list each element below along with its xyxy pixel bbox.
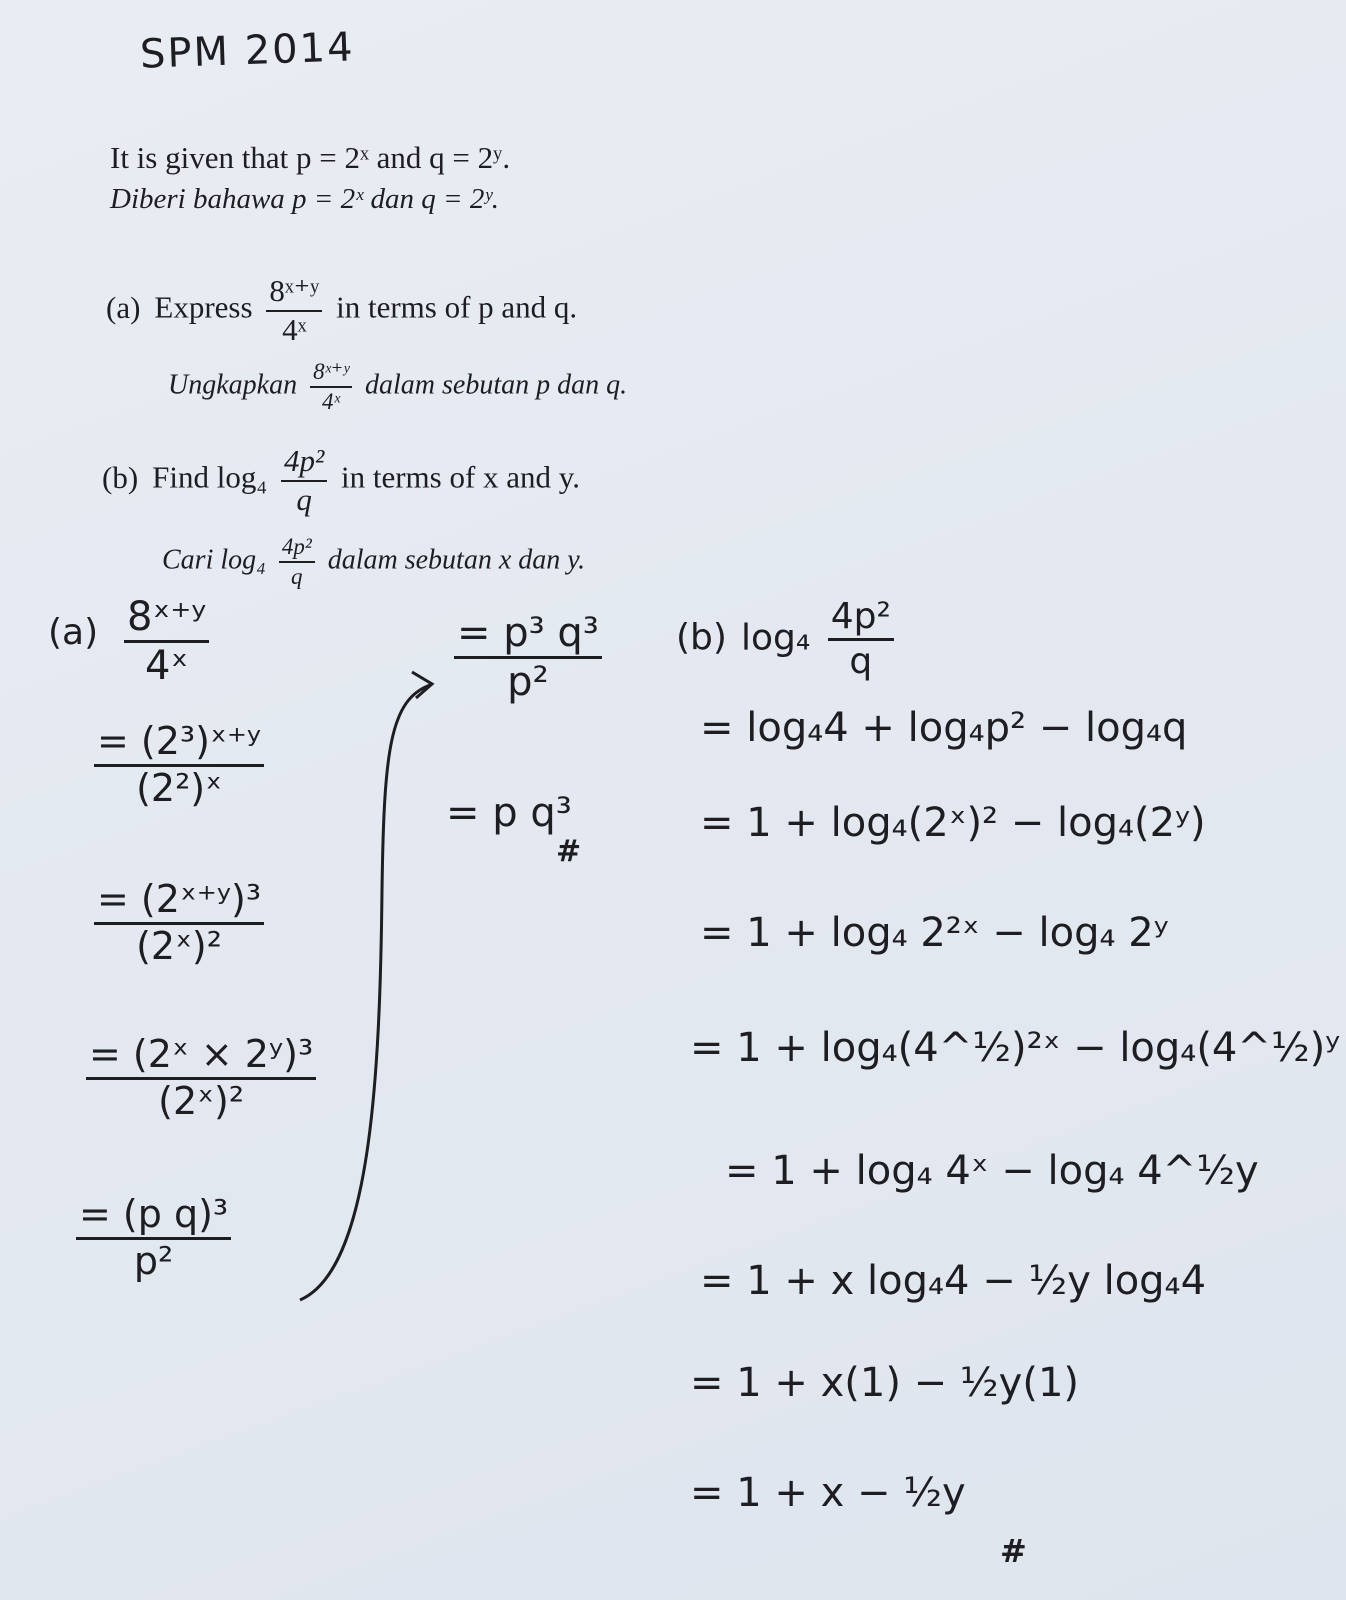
- answer-mark: #: [1000, 1532, 1027, 1570]
- step-numerator: = (2ˣ × 2ʸ)³: [86, 1035, 316, 1080]
- fraction-numerator: 8ˣ⁺ʸ: [310, 360, 352, 388]
- working-b-step-4: = 1 + log₄ 2²ˣ − log₄ 2ʸ: [700, 910, 1169, 956]
- step-denominator: (2ˣ)²: [158, 1078, 245, 1123]
- part-b-fraction: [281, 445, 327, 516]
- part-b-ms-tail: dalam sebutan x dan y.: [327, 544, 586, 576]
- fraction-numerator: 4p²: [281, 445, 327, 482]
- part-a-label: (a): [106, 289, 141, 325]
- step-numerator: = (2ˣ⁺ʸ)³: [94, 880, 264, 925]
- fraction-denominator: 4ˣ: [282, 311, 307, 347]
- part-a-ms-lead: Ungkapkan: [168, 369, 298, 401]
- part-b-tail: in terms of x and y.: [340, 459, 581, 495]
- step-denominator: (2²)ˣ: [136, 765, 222, 810]
- part-b-en: [102, 445, 580, 516]
- working-a-step-7: = p q³: [446, 790, 572, 836]
- part-b-ms: [162, 535, 585, 589]
- part-b-ms-lead: Cari log₄: [162, 544, 266, 576]
- step-numerator: = (2³)ˣ⁺ʸ: [94, 722, 264, 767]
- fraction-denominator: q: [291, 564, 303, 590]
- part-a-ms-fraction: [310, 360, 352, 414]
- working-b-step-2: = log₄4 + log₄p² − log₄q: [700, 705, 1188, 751]
- part-a-lead: Express: [154, 289, 253, 325]
- step-denominator: q: [849, 640, 873, 682]
- part-b-lead: Find log₄: [152, 459, 268, 495]
- step-denominator: (2ˣ)²: [136, 923, 222, 968]
- part-a-en: [106, 275, 577, 346]
- step-denominator: p²: [507, 659, 549, 705]
- working-b-step-1: [676, 598, 900, 681]
- working-a-step-5: [70, 1192, 237, 1283]
- working-a-step-3: [88, 877, 270, 968]
- working-b-step-8: = 1 + x(1) − ½y(1): [690, 1360, 1080, 1406]
- working-a-label: (a): [48, 612, 99, 653]
- working-b-step-6: = 1 + log₄ 4ˣ − log₄ 4^½y: [725, 1148, 1259, 1194]
- fraction-numerator: 4p²: [279, 535, 315, 563]
- continuation-arrow: [280, 660, 450, 1320]
- working-b-step-9: = 1 + x − ½y: [690, 1470, 966, 1516]
- step-numerator: = p³ q³: [454, 612, 602, 659]
- working-b-step-3: = 1 + log₄(2ˣ)² − log₄(2ʸ): [700, 800, 1206, 846]
- given-statement-en: It is given that p = 2ˣ and q = 2ʸ.: [110, 140, 511, 175]
- fraction-denominator: 4ˣ: [322, 389, 341, 415]
- part-a-fraction: [266, 275, 322, 346]
- working-a-step-2: [88, 719, 270, 810]
- step-numerator: 4p²: [828, 598, 894, 641]
- working-b-label: (b): [676, 617, 727, 659]
- part-a-ms: [168, 360, 627, 414]
- part-b-ms-fraction: [279, 535, 315, 589]
- answer-mark: #: [556, 834, 582, 869]
- step-denominator: 4ˣ: [145, 643, 189, 689]
- given-statement-ms: Diberi bahawa p = 2ˣ dan q = 2ʸ.: [110, 183, 500, 215]
- part-a-ms-tail: dalam sebutan p dan q.: [365, 369, 628, 401]
- step-numerator: 8ˣ⁺ʸ: [124, 596, 209, 643]
- log-lead: log₄: [740, 617, 811, 659]
- fraction-denominator: q: [296, 481, 312, 517]
- working-a-step-6: [448, 612, 608, 703]
- working-b-step-7: = 1 + x log₄4 − ½y log₄4: [700, 1258, 1207, 1304]
- fraction-numerator: 8ˣ⁺ʸ: [266, 275, 322, 312]
- step-denominator: p²: [133, 1238, 174, 1283]
- part-a-tail: in terms of p and q.: [336, 289, 578, 325]
- part-b-label: (b): [102, 459, 139, 495]
- exam-tag: SPM 2014: [139, 24, 356, 78]
- step-numerator: = (p q)³: [76, 1195, 231, 1240]
- working-b-step-5: = 1 + log₄(4^½)²ˣ − log₄(4^½)ʸ: [690, 1025, 1341, 1071]
- working-a-step-1: [118, 596, 215, 687]
